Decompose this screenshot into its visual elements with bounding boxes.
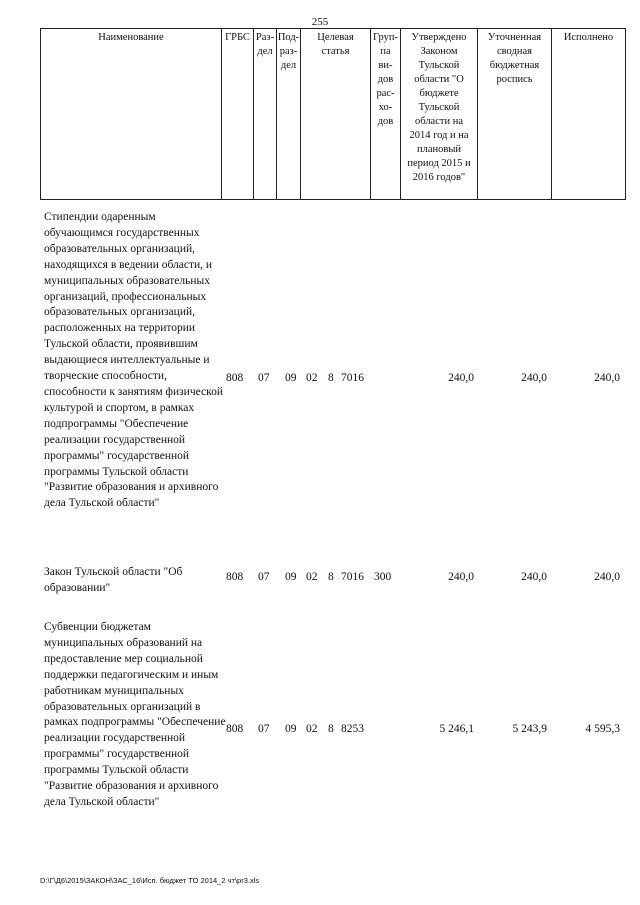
row-cs-code: 7016	[341, 372, 364, 384]
row-razdel: 07	[258, 723, 270, 735]
row-name: Закон Тульской области "Об образовании"	[44, 566, 183, 594]
row-podrazdel: 09	[285, 571, 297, 583]
header-utverzhdeno: Утверждено Законом Тульской области "О бюджете Тульской области на 2014 год и на плановый период 2015 и 2016 годов"	[401, 29, 478, 199]
row-utochnennaya: 240,0	[521, 372, 547, 384]
row-grbs: 808	[226, 571, 244, 583]
row-vid-rashodov: 300	[374, 571, 392, 583]
header-celevaya-statya: Целевая статья	[301, 29, 371, 199]
row-ispolneno: 4 595,3	[585, 723, 620, 735]
row-cs-program: 02	[306, 372, 318, 384]
header-gruppa-vidov: Груп- па ви- дов рас- хо- дов	[371, 29, 401, 199]
header-razdel: Раз- дел	[254, 29, 277, 199]
row-grbs: 808	[226, 372, 244, 384]
row-podrazdel: 09	[285, 723, 297, 735]
row-name: Стипендии одаренным обучающимся государственных образовательных организаций, находящихся в ведении области, и муниципальных образовательных организаций, профессиональных образовательных организаций, расположенных на территории Тульской области, проявившим выдающиеся интеллектуальные и творческие способности, способности к занятиям физической культурой и спортом, в рамках подпрограммы "Обеспечение реализации государственной программы" государственной программы Тульской области "Развитие образования и архивного дела Тульской области"	[44, 211, 224, 510]
row-razdel: 07	[258, 372, 270, 384]
row-podrazdel: 09	[285, 372, 297, 384]
row-utverzhdeno: 5 246,1	[439, 723, 474, 735]
row-utochnennaya: 240,0	[521, 571, 547, 583]
row-utochnennaya: 5 243,9	[512, 723, 547, 735]
footer-file-path: D:\Г\Д6\2015\ЗАКОН\ЗАС_16\Исп. бюджет ТО 2014_2 чт\pr3.xls	[40, 876, 260, 885]
row-name: Субвенции бюджетам муниципальных образований на предоставление мер социальной поддержки педагогическим и иным работникам муниципальных образовательных организаций в рамках подпрограммы "Обеспечение реализации государственной программы" государственной программы Тульской области "Развитие образования и архивного дела Тульской области"	[44, 621, 226, 808]
table-header	[40, 28, 626, 200]
row-utverzhdeno: 240,0	[448, 372, 474, 384]
row-utverzhdeno: 240,0	[448, 571, 474, 583]
row-razdel: 07	[258, 571, 270, 583]
header-grbs: ГРБС	[222, 29, 254, 199]
header-ispolneno: Исполнено	[563, 32, 614, 43]
header-name: Наименование	[41, 29, 222, 199]
row-cs-code: 7016	[341, 571, 364, 583]
row-cs-code: 8253	[341, 723, 364, 735]
row-cs-program: 02	[306, 571, 318, 583]
header-utochnennaya: Уточненная сводная бюджетная роспись	[478, 29, 552, 199]
page-number: 255	[311, 16, 329, 28]
row-cs-subprogram: 8	[328, 372, 334, 384]
row-ispolneno: 240,0	[594, 571, 620, 583]
row-ispolneno: 240,0	[594, 372, 620, 384]
row-cs-subprogram: 8	[328, 571, 334, 583]
row-cs-subprogram: 8	[328, 723, 334, 735]
row-cs-program: 02	[306, 723, 318, 735]
header-podrazdel: Под- раз- дел	[277, 29, 301, 199]
row-grbs: 808	[226, 723, 244, 735]
